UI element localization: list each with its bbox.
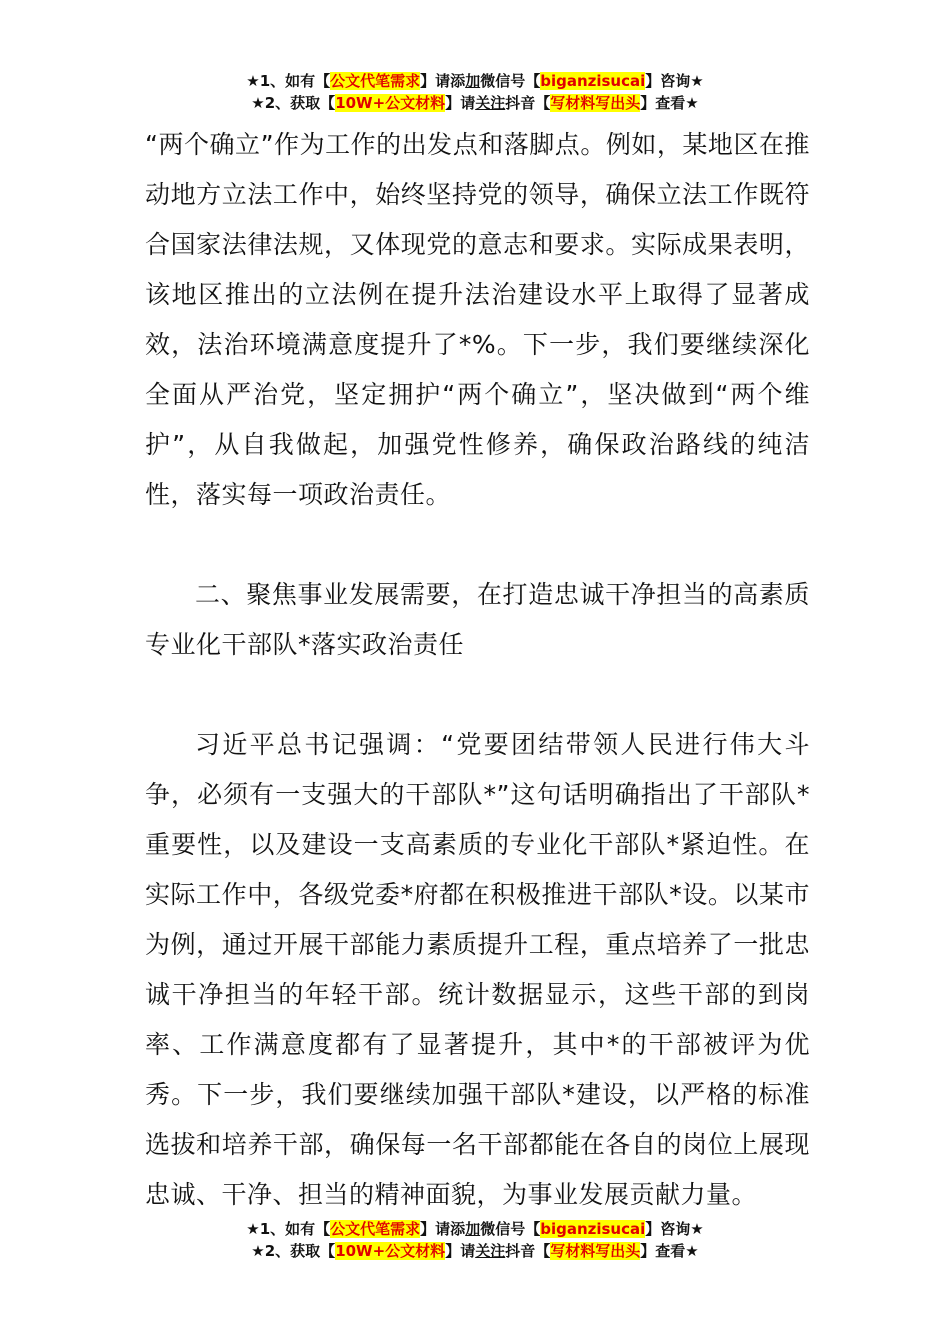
banner-line-1: ★1、如有【公文代笔需求】请添加微信号【biganzisucai】咨询★ [246, 1220, 704, 1238]
highlight-materials: 10W+公文材料 [335, 94, 446, 112]
body-paragraph-1-container [145, 120, 810, 520]
highlight-ghostwriting: 公文代笔需求 [330, 72, 421, 90]
header-banner [0, 70, 950, 114]
banner-line-1: ★1、如有【公文代笔需求】请添加微信号【biganzisucai】咨询★ [246, 72, 704, 90]
highlight-wechat-id: biganzisucai [540, 72, 646, 90]
highlight-ghostwriting: 公文代笔需求 [330, 1220, 421, 1238]
highlight-materials: 10W+公文材料 [335, 1242, 446, 1260]
highlight-douyin-account: 写材料写出头 [550, 94, 641, 112]
body-paragraph-1: “两个确立”作为工作的出发点和落脚点。例如，某地区在推动地方立法工作中，始终坚持党的领导，确保立法工作既符合国家法律法规，又体现党的意志和要求。实际成果表明，该地区推出的立法例在提升法治建设水平上取得了显著成效，法治环境满意度提升了*%。下一步，我们要继续深化全面从严治党，坚定拥护“两个确立”，坚决做到“两个维护”，从自我做起，加强党性修养，确保政治路线的纯洁性，落实每一项政治责任。 [145, 130, 810, 509]
section-heading-2: 二、聚焦事业发展需要，在打造忠诚干净担当的高素质专业化干部队*落实政治责任 [145, 580, 810, 659]
body-paragraph-3-container [145, 720, 810, 1220]
highlight-douyin-account: 写材料写出头 [550, 1242, 641, 1260]
body-paragraph-3: 习近平总书记强调：“党要团结带领人民进行伟大斗争，必须有一支强大的干部队*”这句话明确指出了干部队*重要性，以及建设一支高素质的专业化干部队*紧迫性。在实际工作中，各级党委*府都在积极推进干部队*设。以某市为例，通过开展干部能力素质提升工程，重点培养了一批忠诚干净担当的年轻干部。统计数据显示，这些干部的到岗率、工作满意度都有了显著提升，其中*的干部被评为优秀。下一步，我们要继续加强干部队*建设，以严格的标准选拔和培养干部，确保每一名干部都能在各自的岗位上展现忠诚、干净、担当的精神面貌，为事业发展贡献力量。 [145, 730, 810, 1209]
banner-line-2: ★2、获取【10W+公文材料】请关注抖音【写材料写出头】查看★ [251, 1242, 699, 1260]
highlight-wechat-id: biganzisucai [540, 1220, 646, 1238]
footer-banner [0, 1218, 950, 1262]
section-heading-container [145, 570, 810, 670]
banner-line-2: ★2、获取【10W+公文材料】请关注抖音【写材料写出头】查看★ [251, 94, 699, 112]
